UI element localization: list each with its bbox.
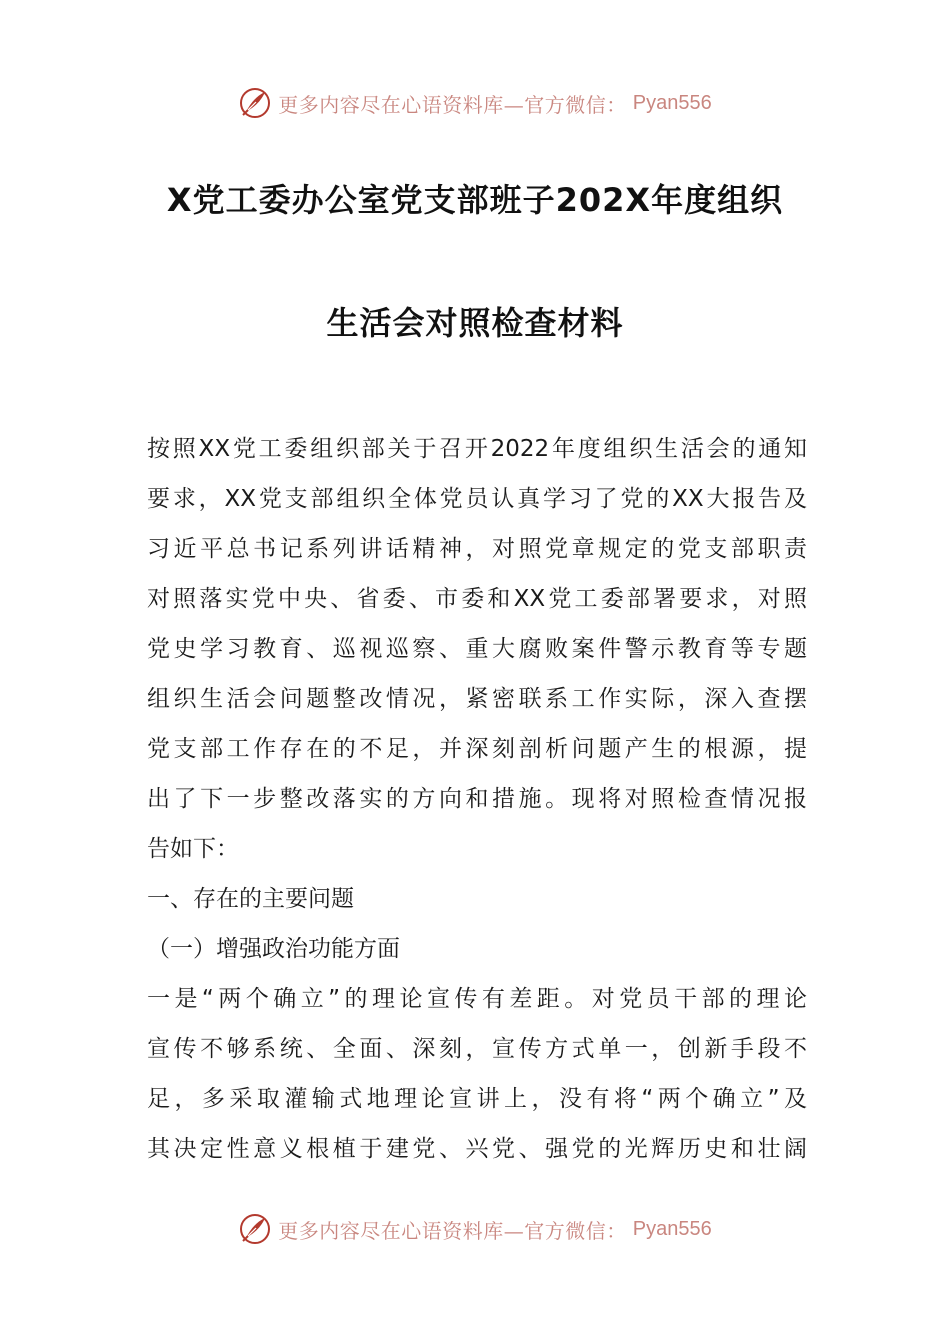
watermark-handle: Pyan556: [632, 91, 712, 114]
body-line: 党史学习教育、巡视巡察、重大腐败案件警示教育等专题: [147, 636, 807, 662]
watermark-text: 更多内容尽在心语资料库—官方微信：: [278, 92, 627, 117]
body-line: 宣传不够系统、全面、深刻，宣传方式单一，创新手段不: [147, 1036, 807, 1062]
body-line: 足，多采取灌输式地理论宣讲上，没有将“两个确立”及: [147, 1086, 807, 1112]
body-line: 对照落实党中央、省委、市委和XX党工委部署要求，对照: [147, 586, 807, 612]
document-title-line-2: 生活会对照检查材料: [326, 304, 624, 342]
body-line: 习近平总书记系列讲话精神，对照党章规定的党支部职责: [147, 536, 807, 562]
body-line: 党支部工作存在的不足，并深刻剖析问题产生的根源，提: [147, 736, 807, 762]
document-title-line-1: X党工委办公室党支部班子202X年度组织: [166, 181, 784, 219]
body-line: 要求，XX党支部组织全体党员认真学习了党的XX大报告及: [147, 486, 807, 512]
watermark-handle: Pyan556: [632, 1217, 712, 1240]
body-line: 其决定性意义根植于建党、兴党、强党的光辉历史和壮阔: [147, 1136, 807, 1162]
body-line: 出了下一步整改落实的方向和措施。现将对照检查情况报: [147, 786, 807, 812]
body-line: 告如下：: [147, 836, 239, 862]
subsection-heading: （一）增强政治功能方面: [147, 936, 400, 962]
watermark-header: [0, 86, 950, 120]
quill-pen-icon: [238, 86, 272, 120]
quill-pen-icon: [238, 1212, 272, 1246]
section-heading: 一、存在的主要问题: [147, 886, 354, 912]
body-line: 按照XX党工委组织部关于召开2022年度组织生活会的通知: [147, 436, 807, 462]
document-body: [147, 424, 807, 1174]
watermark-text: 更多内容尽在心语资料库—官方微信：: [278, 1218, 627, 1243]
body-line: 组织生活会问题整改情况，紧密联系工作实际，深入查摆: [147, 686, 807, 712]
body-line: 一是“两个确立”的理论宣传有差距。对党员干部的理论: [147, 986, 807, 1012]
watermark-footer: [0, 1212, 950, 1246]
